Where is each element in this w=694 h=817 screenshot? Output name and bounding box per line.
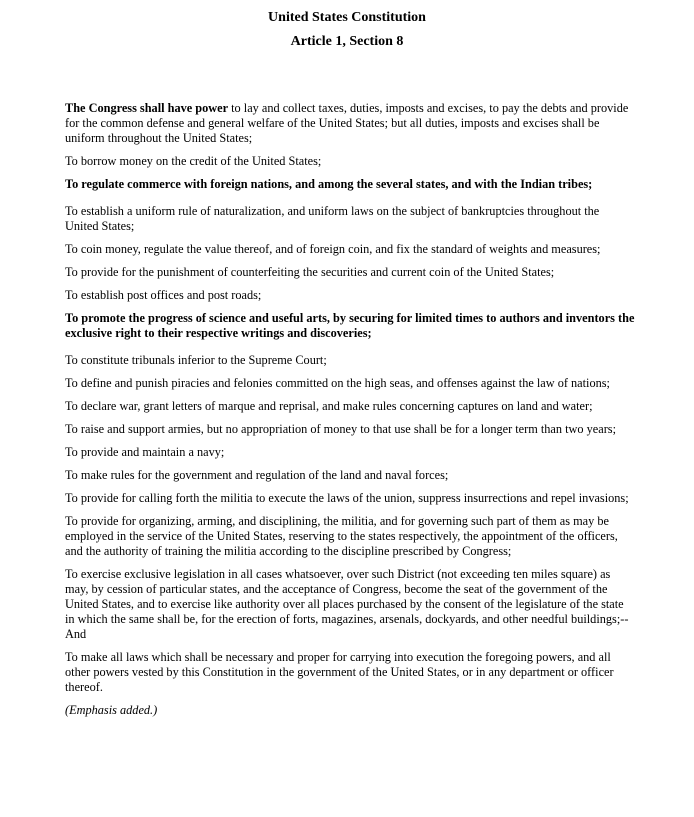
clause-militia-calling: To provide for calling forth the militia to execute the laws of the union, suppress insurrections and repel invasions; — [65, 491, 629, 505]
clause-land-naval-rules: To make rules for the government and regulation of the land and naval forces; — [65, 468, 449, 482]
clause-district: To exercise exclusive legislation in all cases whatsoever, over such District (not exceeding ten miles square) as may, by cession of particular states, and the acceptance of Congress, become the seat of the government of the United States, and to exercise like authority over all places purchased by the consent of the legislature of the state in which the same shall be, for the erection of forts, magazines, arsenals, dockyards, and other needful buildings;--And — [65, 567, 629, 641]
clause-science-arts: To promote the progress of science and useful arts, by securing for limited times to authors and inventors the exclusive right to their respective writings and discoveries; — [65, 311, 635, 340]
clause-tribunals: To constitute tribunals inferior to the Supreme Court; — [65, 353, 327, 367]
clause-piracies: To define and punish piracies and felonies committed on the high seas, and offenses against the law of nations; — [65, 376, 610, 390]
document-body — [65, 101, 635, 726]
clause-armies: To raise and support armies, but no appropriation of money to that use shall be for a longer term than two years; — [65, 422, 616, 436]
clause-declare-war: To declare war, grant letters of marque and reprisal, and make rules concerning captures on land and water; — [65, 399, 593, 413]
emphasis-note: (Emphasis added.) — [65, 703, 158, 717]
clause-taxes — [65, 101, 635, 146]
clause-navy: To provide and maintain a navy; — [65, 445, 225, 459]
clause-counterfeiting: To provide for the punishment of counterfeiting the securities and current coin of the United States; — [65, 265, 555, 279]
clause-taxes-emphasis: The Congress shall have power — [65, 101, 229, 115]
clause-militia-organizing: To provide for organizing, arming, and disciplining, the militia, and for governing such part of them as may be employed in the service of the United States, reserving to the states respectively, the appointment of the officers, and the authority of training the militia according to the discipline prescribed by Congress; — [65, 514, 618, 558]
clause-coin-money: To coin money, regulate the value thereof, and of foreign coin, and fix the standard of weights and measures; — [65, 242, 601, 256]
clause-borrow: To borrow money on the credit of the United States; — [65, 154, 322, 168]
document-subtitle: Article 1, Section 8 — [290, 34, 404, 49]
clause-necessary-proper: To make all laws which shall be necessary and proper for carrying into execution the foregoing powers, and all other powers vested by this Constitution in the government of the United States, or in any department or officer thereof. — [65, 650, 614, 694]
clause-commerce: To regulate commerce with foreign nations, and among the several states, and with the Indian tribes; — [65, 177, 593, 191]
clause-post-offices: To establish post offices and post roads; — [65, 288, 262, 302]
clause-naturalization: To establish a uniform rule of naturalization, and uniform laws on the subject of bankruptcies throughout the United States; — [65, 204, 600, 233]
document-title: United States Constitution — [268, 10, 426, 25]
clause-taxes-text: to lay and collect taxes, duties, imposts and excises, to pay the debts and provide for the common defense and general welfare of the United States; but all duties, imposts and excises shall be uniform throughout the United States; — [65, 101, 629, 145]
